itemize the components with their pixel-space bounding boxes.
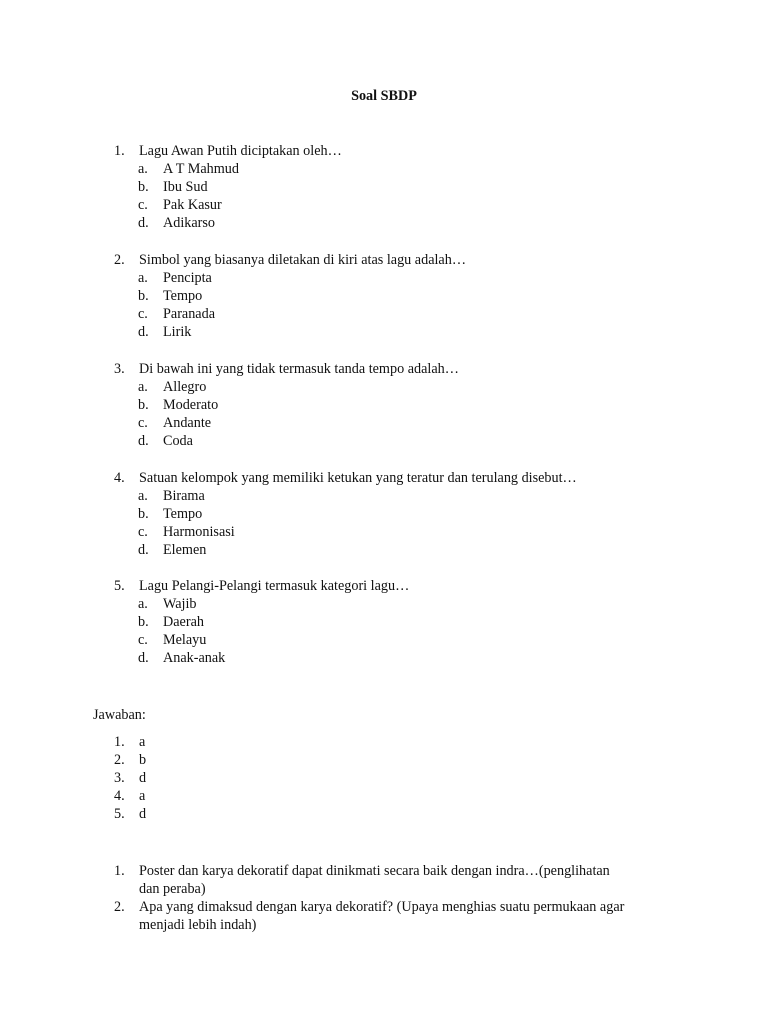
essay-text-line: menjadi lebih indah)	[139, 917, 257, 933]
option-text: Elemen	[163, 542, 207, 558]
option-text: Tempo	[163, 506, 203, 522]
option-text: Tempo	[163, 288, 203, 304]
option-text: Anak-anak	[163, 650, 226, 666]
option-text: Birama	[163, 488, 205, 504]
page-title: Soal SBDP	[351, 88, 417, 104]
option-letter: c.	[138, 632, 148, 648]
essay-number: 2.	[114, 899, 125, 915]
question-text: Simbol yang biasanya diletakan di kiri atas lagu adalah…	[139, 252, 467, 268]
question-number: 4.	[114, 470, 125, 486]
answers-label: Jawaban:	[93, 707, 146, 723]
option-letter: a.	[138, 270, 148, 286]
option-text: Daerah	[163, 614, 204, 630]
option-letter: b.	[138, 614, 149, 630]
question-text: Satuan kelompok yang memiliki ketukan yang teratur dan terulang disebut…	[139, 470, 577, 486]
option-letter: b.	[138, 397, 149, 413]
option-text: Lirik	[163, 324, 192, 340]
option-text: Moderato	[163, 397, 219, 413]
option-letter: b.	[138, 179, 149, 195]
option-text: Coda	[163, 433, 193, 449]
answer-number: 3.	[114, 770, 125, 786]
option-text: Pencipta	[163, 270, 212, 286]
answer-number: 2.	[114, 752, 125, 768]
option-letter: c.	[138, 524, 148, 540]
option-letter: d.	[138, 324, 149, 340]
option-letter: d.	[138, 542, 149, 558]
option-text: Adikarso	[163, 215, 216, 231]
answer-number: 1.	[114, 734, 125, 750]
option-text: Andante	[163, 415, 212, 431]
essay-number: 1.	[114, 863, 125, 879]
option-text: Ibu Sud	[163, 179, 208, 195]
essay-text-line: Poster dan karya dekoratif dapat dinikmati secara baik dengan indra…(penglihatan	[139, 863, 610, 879]
answer-number: 4.	[114, 788, 125, 804]
option-letter: d.	[138, 650, 149, 666]
option-letter: b.	[138, 506, 149, 522]
option-letter: c.	[138, 415, 148, 431]
option-letter: a.	[138, 488, 148, 504]
question-number: 1.	[114, 143, 125, 159]
answer-text: d	[139, 806, 147, 822]
option-text: Melayu	[163, 632, 207, 648]
option-letter: d.	[138, 215, 149, 231]
question-text: Lagu Pelangi-Pelangi termasuk kategori lagu…	[139, 578, 410, 594]
answer-text: a	[139, 734, 146, 750]
option-letter: c.	[138, 306, 148, 322]
question-number: 5.	[114, 578, 125, 594]
question-number: 2.	[114, 252, 125, 268]
option-letter: a.	[138, 596, 148, 612]
option-text: Pak Kasur	[163, 197, 222, 213]
essay-text-line: dan peraba)	[139, 881, 206, 897]
option-text: A T Mahmud	[163, 161, 239, 177]
option-letter: c.	[138, 197, 148, 213]
question-text: Lagu Awan Putih diciptakan oleh…	[139, 143, 342, 159]
answer-text: d	[139, 770, 147, 786]
option-text: Harmonisasi	[163, 524, 235, 540]
question-number: 3.	[114, 361, 125, 377]
option-text: Wajib	[163, 596, 197, 612]
option-text: Allegro	[163, 379, 207, 395]
essay-text-line: Apa yang dimaksud dengan karya dekoratif? (Upaya menghias suatu permukaan agar	[139, 899, 625, 915]
option-letter: d.	[138, 433, 149, 449]
answer-number: 5.	[114, 806, 125, 822]
question-text: Di bawah ini yang tidak termasuk tanda tempo adalah…	[139, 361, 459, 377]
answer-text: b	[139, 752, 147, 768]
option-text: Paranada	[163, 306, 215, 322]
answer-text: a	[139, 788, 146, 804]
option-letter: b.	[138, 288, 149, 304]
option-letter: a.	[138, 379, 148, 395]
option-letter: a.	[138, 161, 148, 177]
